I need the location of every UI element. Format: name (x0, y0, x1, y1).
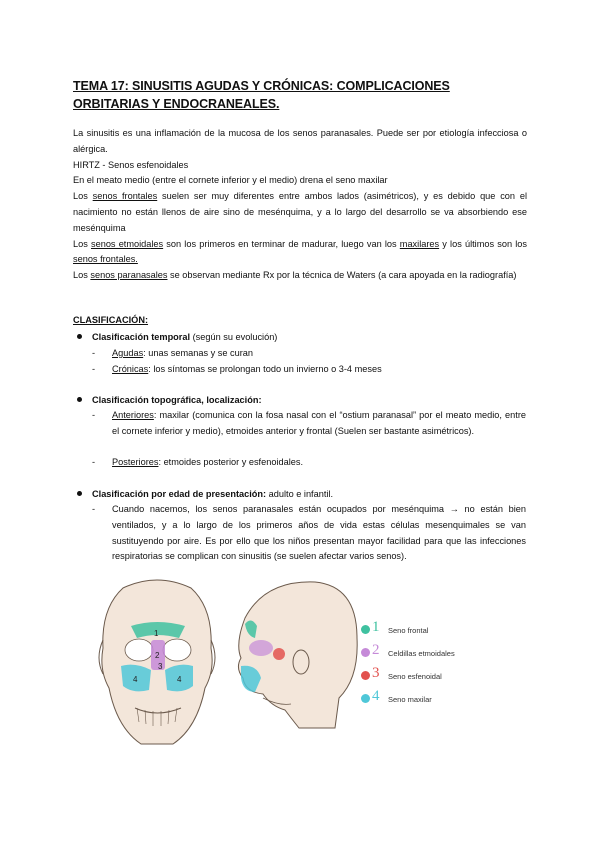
bullet-temporal: Clasificación temporal (según su evolución) (77, 330, 277, 346)
intro-block (73, 126, 527, 284)
legend-etmoidal-num: 2 (372, 642, 380, 658)
front-label-2: 2 (155, 651, 160, 660)
item-posteriores: - Posteriores: etmoides posterior y esfenoidales. (92, 457, 303, 467)
legend-etmoidal-label: Celdillas etmoidales (388, 649, 455, 658)
legend-esfenoidal-num: 3 (372, 665, 380, 681)
intro-paragraph-5: Los senos etmoidales son los primeros en terminar de madurar, luego van los maxilares y los últimos son los senos frontales. (73, 238, 527, 265)
legend-esfenoidal-label: Seno esfenoidal (388, 672, 442, 681)
title-line-1: TEMA 17: SINUSITIS AGUDAS Y CRÓNICAS: COMPLICACIONES (73, 79, 450, 93)
section-heading-clasificacion: CLASIFICACIÓN: (73, 315, 149, 325)
intro-paragraph-6: Los senos paranasales se observan mediante Rx por la técnica de Waters (a cara apoyada en la radiografía) (73, 270, 517, 281)
legend-maxilar-label: Seno maxilar (388, 695, 432, 704)
intro-paragraph-1: La sinusitis es una inflamación de la mucosa de los senos paranasales. Puede ser por etiología infecciosa o alérgica. (73, 128, 527, 154)
bullet-icon (77, 397, 82, 402)
term-senos-frontales: senos frontales (92, 191, 158, 202)
item-edad-text: - Cuando nacemos, los senos paranasales están ocupados por mesénquima → no están bien ventilados, y a lo largo de los primeros años de vida estas células mesenquimales se van sustituyendo por aire. Es por ello que los niños presentan mayor facilidad para que las infecciones respiratorias se complican con sinusitis (se suelen afectar varios senos). (92, 504, 526, 562)
legend-esfenoidal-dot (361, 671, 370, 680)
document-title (73, 77, 533, 113)
term-senos-etmoidales: senos etmoidales (91, 238, 164, 249)
sinuses-illustration (95, 578, 515, 748)
legend-maxilar-dot (361, 694, 370, 703)
side-ethmoid-cells (249, 640, 273, 656)
term-senos-frontales-2: senos frontales. (73, 254, 138, 265)
legend-frontal-label: Seno frontal (388, 626, 429, 635)
front-label-1: 1 (154, 629, 159, 638)
front-label-4a: 4 (133, 675, 138, 684)
title-line-2: ORBITARIAS Y ENDOCRANEALES. (73, 97, 280, 111)
front-skull-drawing (99, 580, 215, 744)
side-sphenoid-sinus (273, 648, 285, 660)
bullet-icon (77, 334, 82, 339)
intro-paragraph-3: En el meato medio (entre el cornete inferior y el medio) drena el seno maxilar (73, 175, 388, 186)
intro-paragraph-2: HIRTZ - Senos esfenoidales (73, 159, 189, 170)
front-label-3: 3 (158, 662, 163, 671)
item-cronicas: - Crónicas: los síntomas se prolongan todo un invierno o 3-4 meses (92, 364, 382, 374)
term-maxilares: maxilares (399, 238, 440, 249)
legend-etmoidal-dot (361, 648, 370, 657)
legend-frontal-num: 1 (372, 619, 380, 635)
bullet-topografica: Clasificación topográfica, localización: (77, 393, 262, 409)
item-agudas: - Agudas: unas semanas y se curan (92, 348, 253, 358)
front-label-4b: 4 (177, 675, 182, 684)
item-anteriores: - Anteriores: maxilar (comunica con la fosa nasal con el “ostium paranasal” por el meato medio, entre el cornete inferior y medio), etmoides anterior y frontal (Suelen ser bastante asimétricos). (92, 410, 526, 436)
term-senos-paranasales: senos paranasales (90, 270, 168, 281)
sinuses-figure (95, 578, 515, 748)
bullet-icon (77, 491, 82, 496)
legend-frontal-dot (361, 625, 370, 634)
side-skull-drawing (238, 582, 357, 728)
legend-maxilar-num: 4 (372, 688, 380, 704)
intro-paragraph-4: Los senos frontales suelen ser muy diferentes entre ambos lados (asimétricos), y es debido que con el nacimiento no están llenos de aire sino de mesénquima, y a lo largo del desarrollo se va absorbiendo ese mesénquima (73, 191, 527, 233)
bullet-edad: Clasificación por edad de presentación: adulto e infantil. (77, 487, 333, 503)
